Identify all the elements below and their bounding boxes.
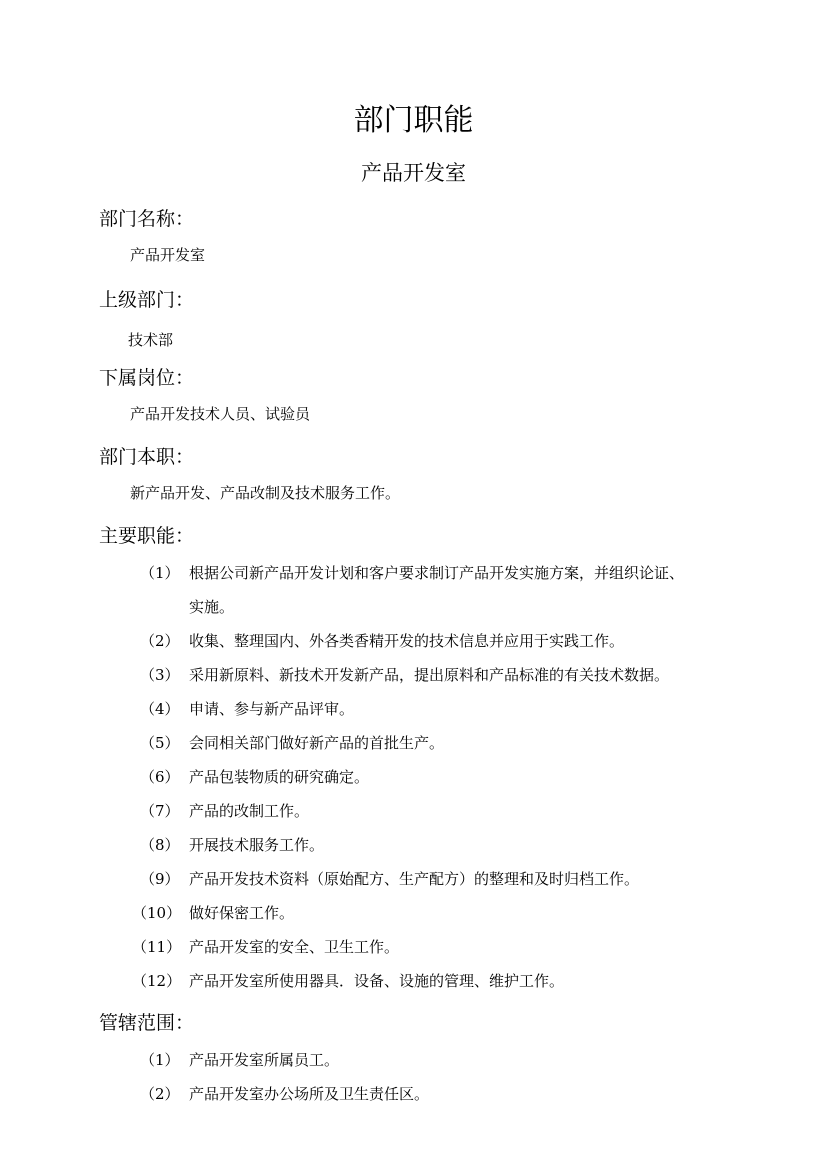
dept-name-text: 产品开发室 xyxy=(130,246,206,264)
list-item-number: （1） xyxy=(140,1051,180,1069)
page-subtitle: 产品开发室 xyxy=(361,161,466,185)
list-item-text: 产品开发技术资料（原始配方、生产配方）的整理和及时归档工作。 xyxy=(189,870,640,888)
list-item-number: （1） xyxy=(140,564,180,582)
list-item-number: （8） xyxy=(140,836,180,854)
section-heading-sub-positions: 下属岗位： xyxy=(99,367,195,389)
page-title: 部门职能 xyxy=(353,103,474,138)
list-item-text: 开展技术服务工作。 xyxy=(189,836,325,854)
list-item-text: 做好保密工作。 xyxy=(189,904,295,922)
list-item-text: 采用新原料、新技术开发新产品，提出原料和产品标准的有关技术数据。 xyxy=(189,666,670,684)
list-item-text: 产品包装物质的研究确定。 xyxy=(189,768,370,786)
list-item-number: （7） xyxy=(140,802,180,820)
list-item-text: 申请、参与新产品评审。 xyxy=(189,700,355,718)
list-item-text: 产品开发室的安全、卫生工作。 xyxy=(189,938,400,956)
sub-positions-text: 产品开发技术人员、试验员 xyxy=(130,405,311,423)
list-item-text: 会同相关部门做好新产品的首批生产。 xyxy=(189,734,445,752)
list-item-text: 产品开发室所使用器具．设备、设施的管理、维护工作。 xyxy=(189,972,565,990)
section-heading-parent-dept: 上级部门： xyxy=(99,289,195,311)
list-item-number: （2） xyxy=(140,1085,180,1103)
list-item-number: （2） xyxy=(140,632,180,650)
section-heading-scope: 管辖范围： xyxy=(99,1012,195,1034)
list-item-text: 收集、整理国内、外各类香精开发的技术信息并应用于实践工作。 xyxy=(189,632,625,650)
list-item-text: 产品的改制工作。 xyxy=(189,802,310,820)
section-heading-functions: 主要职能： xyxy=(99,525,195,547)
duty-text: 新产品开发、产品改制及技术服务工作。 xyxy=(130,484,401,502)
list-item-text: 产品开发室办公场所及卫生责任区。 xyxy=(189,1085,430,1103)
list-item-number: （6） xyxy=(140,768,180,786)
list-item-text-continued: 实施。 xyxy=(189,598,235,616)
list-item-number: （10） xyxy=(132,904,182,922)
parent-dept-text: 技术部 xyxy=(128,331,174,349)
list-item-number: （4） xyxy=(140,700,180,718)
list-item-number: （5） xyxy=(140,734,180,752)
list-item-number: （12） xyxy=(132,972,182,990)
list-item-text: 根据公司新产品开发计划和客户要求制订产品开发实施方案，并组织论证、 xyxy=(189,564,685,582)
list-item-number: （3） xyxy=(140,666,180,684)
list-item-text: 产品开发室所属员工。 xyxy=(189,1051,340,1069)
section-heading-dept-name: 部门名称： xyxy=(99,208,195,230)
section-heading-duty: 部门本职： xyxy=(99,446,195,468)
list-item-number: （11） xyxy=(132,938,182,956)
list-item-number: （9） xyxy=(140,870,180,888)
